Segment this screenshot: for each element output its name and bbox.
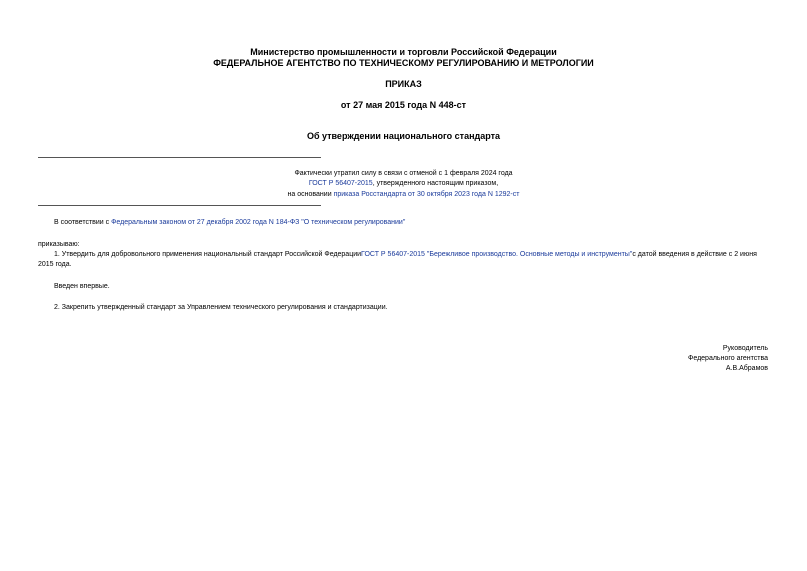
federal-law-link[interactable]: Федеральным законом от 27 декабря 2002 года N 184-ФЗ "О техническом регулировании" bbox=[111, 219, 406, 226]
status-note-line2 bbox=[0, 179, 807, 189]
signature-position: Руководитель bbox=[722, 345, 768, 352]
intro-paragraph bbox=[38, 218, 770, 228]
signature-agency: Федерального агентства bbox=[688, 355, 768, 362]
document-subject: Об утверждении национального стандарта bbox=[306, 131, 501, 141]
status-note-line1: Фактически утратил силу в связи с отменой с 1 февраля 2024 года bbox=[294, 170, 513, 177]
status-note-line3-text: на основании bbox=[287, 191, 334, 198]
rosstandart-order-link[interactable]: приказа Росстандарта от 30 октября 2023 года N 1292-ст bbox=[333, 191, 520, 198]
orders-word: приказываю: bbox=[38, 241, 80, 248]
status-note-line3 bbox=[0, 190, 807, 200]
item-1-paragraph bbox=[38, 250, 770, 270]
document-date-number: от 27 мая 2015 года N 448-ст bbox=[340, 100, 467, 110]
item-2-paragraph: 2. Закрепить утвержденный стандарт за Управлением технического регулирования и стандартизации. bbox=[54, 304, 388, 311]
gost-link[interactable]: ГОСТ Р 56407-2015 bbox=[308, 180, 373, 187]
status-note-line2-text: , утвержденного настоящим приказом, bbox=[372, 180, 499, 187]
item-1-tail: с датой введения в действие с 2 июня 2015 года. bbox=[38, 251, 757, 268]
gost-standard-link[interactable]: ГОСТ Р 56407-2015 "Бережливое производство. Основные методы и инструменты" bbox=[361, 251, 633, 258]
signature-name: А.В.Абрамов bbox=[725, 365, 768, 372]
document-type: ПРИКАЗ bbox=[385, 79, 422, 89]
divider-bottom bbox=[38, 205, 321, 206]
divider-top bbox=[38, 157, 321, 158]
item-1-text: 1. Утвердить для добровольного применения национальный стандарт Российской Федерации bbox=[54, 251, 362, 258]
intro-text: В соответствии с bbox=[54, 219, 112, 226]
ministry-title: Министерство промышленности и торговли Российской Федерации bbox=[250, 47, 557, 57]
first-introduced-note: Введен впервые. bbox=[54, 283, 110, 290]
agency-title: ФЕДЕРАЛЬНОЕ АГЕНТСТВО ПО ТЕХНИЧЕСКОМУ РЕГУЛИРОВАНИЮ И МЕТРОЛОГИИ bbox=[213, 58, 594, 68]
